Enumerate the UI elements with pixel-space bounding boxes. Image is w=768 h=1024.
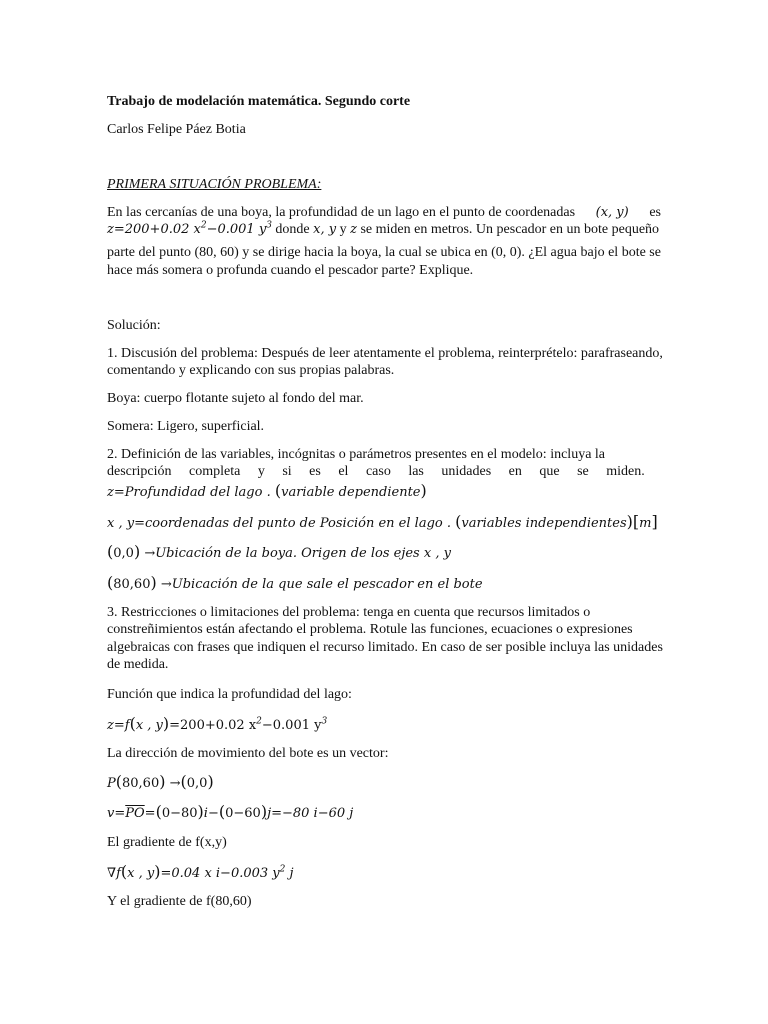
item2-line-1: 2. Definición de las variables, incógnitas o parámetros presentes en el modelo: incluya la	[107, 447, 606, 462]
item3-line-2: constreñimientos están afectando el problema. Rotule las funciones, ecuaciones o expresiones	[107, 622, 633, 637]
problem-line-2: z=200+0.02 $x^2-0.001$ $y^3$ donde x, y y z se miden en metros. Un pescador en un bote pequeño	[107, 220, 660, 237]
item1-line-2: comentando y explicando con sus propias palabras.	[107, 363, 395, 378]
problem-line-4: hace más somera o profunda cuando el pescador parte? Explique.	[107, 263, 474, 278]
boya-definition: Boya: cuerpo flotante sujeto al fondo del mar.	[107, 391, 364, 406]
author-name: Carlos Felipe Páez Botia	[107, 122, 246, 137]
z-definition: z=Profundidad del lago . (variable dependiente)	[107, 481, 427, 500]
function-label: Función que indica la profundidad del lago:	[107, 687, 352, 702]
problem-math-depth: z=200+0.02 $x^2-0.001$ $y^3$	[107, 220, 272, 237]
document-title: Trabajo de modelación matemática. Segundo corte	[107, 94, 411, 109]
solution-label: Solución:	[107, 318, 161, 333]
gradient-function: ∇f(x , y)=0.04 x i−0.003 $y^2$ j	[107, 862, 294, 881]
problem-line-1	[107, 204, 661, 221]
item2-line-2: descripción completa y si es el caso las unidades en que se miden.	[107, 464, 645, 479]
item3-line-3: algebraicas con frases que indiquen el recurso limitado. En caso de ser posible incluya las unidades	[107, 640, 663, 655]
origin-definition: (0,0) →Ubicación de la boya. Origen de los ejes x , y	[107, 542, 451, 561]
item3-line-4: de medida.	[107, 657, 169, 672]
start-definition: (80,60) →Ubicación de la que sale el pescador en el bote	[107, 573, 483, 592]
section-heading: PRIMERA SITUACIÓN PROBLEMA:	[107, 177, 322, 192]
xy-definition: x , y=coordenadas del punto de Posición en el lago . (variables independientes)[m]	[107, 512, 658, 531]
item1-line-1: 1. Discusión del problema: Después de leer atentamente el problema, reinterprételo: parafraseando,	[107, 346, 663, 361]
direction-label: La dirección de movimiento del bote es un vector:	[107, 746, 389, 761]
item3-line-1: 3. Restricciones o limitaciones del problema: tenga en cuenta que recursos limitados o	[107, 605, 591, 620]
depth-function: z=f(x , y)=200+0.02 $x^2-0.001$ $y^3$	[107, 714, 328, 733]
problem-line-3: parte del punto (80, 60) y se dirige hacia la boya, la cual se ubica en (0, 0). ¿El agua bajo el bote se	[107, 245, 661, 260]
gradient-label-2: Y el gradiente de f(80,60)	[107, 894, 252, 909]
point-direction: P(80,60) →(0,0)	[107, 772, 214, 791]
problem-text-1b: es	[649, 205, 661, 220]
somera-definition: Somera: Ligero, superficial.	[107, 419, 265, 434]
problem-math-coords: (x, y)	[595, 205, 629, 220]
problem-text-1a: En las cercanías de una boya, la profundidad de un lago en el punto de coordenadas	[107, 205, 576, 220]
gradient-label: El gradiente de f(x,y)	[107, 835, 227, 850]
direction-vector: $v=\overline{PO}=(0-80)i-(0-60)j=-80$ i−60 j	[107, 802, 354, 821]
